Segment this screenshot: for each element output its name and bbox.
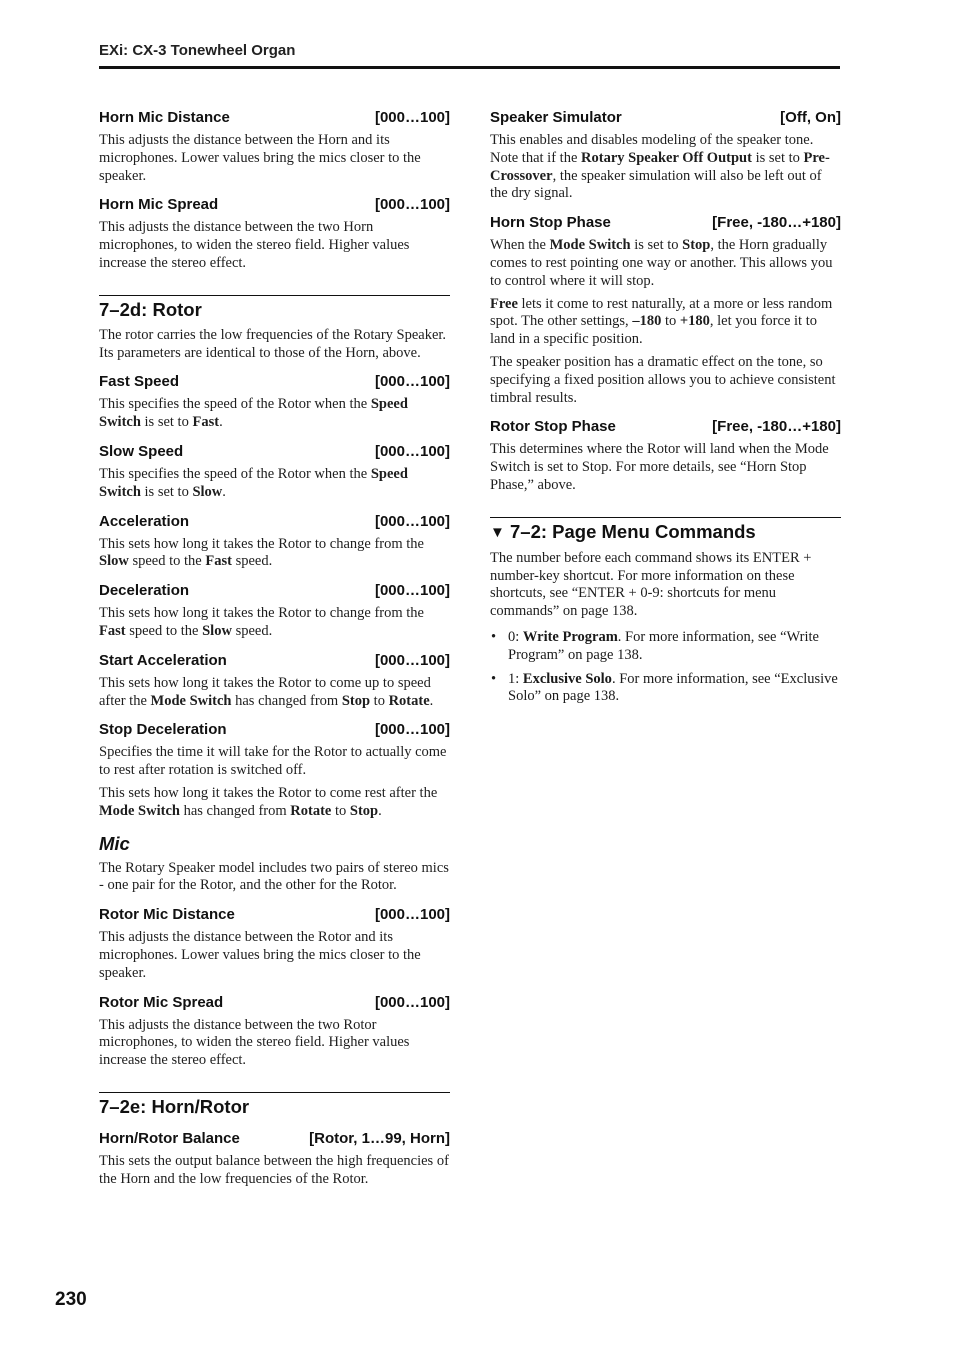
- section-intro: The number before each command shows its ENTER + number-key shortcut. For more information on these shortcuts, see “ENTER + 0-9: shortcuts for menu commands” on page 138.: [490, 549, 812, 620]
- param-description: This specifies the speed of the Rotor when the Speed Switch is set to Slow.: [99, 465, 408, 500]
- param-horn-rotor-balance: [99, 1129, 450, 1148]
- param-range: [000…100]: [374, 651, 450, 669]
- section-intro: The Rotary Speaker model includes two pairs of stereo mics - one pair for the Rotor, and the other for the Rotor.: [99, 859, 449, 894]
- param-name: Horn/Rotor Balance: [99, 1129, 240, 1147]
- param-description: When the Mode Switch is set to Stop, the Horn gradually comes to rest pointing one way or another. This allows you to control where it will stop.: [490, 237, 833, 289]
- section-intro: The rotor carries the low frequencies of the Rotary Speaker. Its parameters are identical to those of the Horn, above.: [99, 326, 447, 361]
- subheading-mic: Mic: [99, 832, 130, 854]
- param-name: Slow Speed: [99, 442, 184, 460]
- param-rotor-mic-spread: [99, 993, 450, 1012]
- param-rotor-stop-phase: [490, 417, 841, 436]
- param-start-acceleration: [99, 651, 450, 670]
- param-description: This determines where the Rotor will land when the Mode Switch is set to Stop. For more details, see “Horn Stop Phase,” above.: [490, 441, 829, 493]
- param-name: Fast Speed: [99, 373, 180, 391]
- param-name: Rotor Mic Distance: [99, 906, 235, 924]
- param-range: [000…100]: [374, 993, 450, 1011]
- list-item: • 0: Write Program. For more information, see “Write Program” on page 138.: [491, 628, 819, 663]
- param-range: [000…100]: [374, 721, 450, 739]
- section-heading-horn-rotor: 7–2e: Horn/Rotor: [99, 1092, 450, 1119]
- section-heading-text: 7–2: Page Menu Commands: [510, 520, 756, 542]
- param-range: [Rotor, 1…99, Horn]: [309, 1129, 450, 1147]
- param-range: [000…100]: [374, 196, 450, 214]
- triangle-down-icon: ▼: [490, 523, 505, 541]
- param-description: This adjusts the distance between the two Rotor microphones, to widen the stereo field. Higher values increase the stereo effect.: [99, 1016, 410, 1069]
- param-name: Speaker Simulator: [490, 109, 622, 126]
- param-name: Stop Deceleration: [99, 721, 227, 739]
- param-horn-mic-spread: [99, 195, 450, 214]
- param-description: This specifies the speed of the Rotor when the Speed Switch is set to Fast.: [99, 396, 408, 431]
- param-name: Deceleration: [99, 582, 190, 600]
- header-rule: [99, 66, 840, 69]
- param-description: This enables and disables modeling of the speaker tone. Note that if the Rotary Speaker Off Output is set to Pre-Crossover, the speaker simulation will also be left out of the dry signal.: [490, 132, 830, 202]
- param-horn-stop-phase: [490, 213, 841, 232]
- param-description: This adjusts the distance between the Rotor and its microphones. Lower values bring the mics closer to the speaker.: [99, 929, 421, 981]
- param-name: Horn Mic Spread: [99, 196, 219, 214]
- param-description: This sets the output balance between the high frequencies of the Horn and the low frequencies of the Rotor.: [99, 1152, 449, 1187]
- param-range: [000…100]: [374, 442, 450, 460]
- param-fast-speed: [99, 372, 450, 391]
- page-number: 230: [55, 1289, 87, 1310]
- param-range: [000…100]: [374, 109, 450, 126]
- param-description: This sets how long it takes the Rotor to change from the Slow speed to the Fast speed.: [99, 535, 424, 570]
- param-name: Rotor Mic Spread: [99, 993, 224, 1011]
- param-acceleration: [99, 512, 450, 531]
- param-description: This sets how long it takes the Rotor to come rest after the Mode Switch has changed from Rotate to Stop.: [99, 784, 438, 819]
- param-rotor-mic-distance: [99, 905, 450, 924]
- bullet-icon: •: [491, 628, 497, 645]
- param-name: Acceleration: [99, 512, 190, 530]
- list-item: • 1: Exclusive Solo. For more information, see “Exclusive Solo” on page 138.: [491, 670, 838, 705]
- param-description: The speaker position has a dramatic effect on the tone, so specifying a fixed position allows you to achieve consistent timbral results.: [490, 353, 836, 406]
- running-header: EXi: CX-3 Tonewheel Organ: [99, 42, 296, 59]
- param-name: Horn Mic Distance: [99, 109, 230, 126]
- command-list: [490, 629, 841, 706]
- param-description: This adjusts the distance between the Horn and its microphones. Lower values bring the mics closer to the speaker.: [99, 132, 421, 184]
- param-range: [000…100]: [374, 373, 450, 391]
- param-description: This adjusts the distance between the two Horn microphones, to widen the stereo field. Higher values increase the stereo effect.: [99, 219, 410, 271]
- param-horn-mic-distance: [99, 108, 450, 127]
- param-range: [000…100]: [374, 512, 450, 530]
- param-name: Rotor Stop Phase: [490, 418, 616, 436]
- param-slow-speed: [99, 442, 450, 461]
- param-range: [000…100]: [374, 906, 450, 924]
- bullet-icon: •: [491, 670, 497, 687]
- param-name: Start Acceleration: [99, 651, 227, 669]
- param-description: This sets how long it takes the Rotor to change from the Fast speed to the Slow speed.: [99, 605, 424, 639]
- param-range: [000…100]: [374, 582, 450, 600]
- param-range: [Free, -180…+180]: [712, 214, 841, 232]
- param-name: Horn Stop Phase: [490, 214, 611, 232]
- param-description: This sets how long it takes the Rotor to come up to speed after the Mode Switch has changed from Stop to Rotate.: [99, 674, 434, 709]
- right-column: [490, 108, 841, 712]
- param-range: [Free, -180…+180]: [712, 418, 841, 436]
- param-speaker-simulator: [490, 108, 841, 127]
- param-stop-deceleration: [99, 720, 450, 739]
- left-column: [99, 108, 450, 1189]
- param-description: Free lets it come to rest naturally, at a more or less random spot. The other settings, –180 to +180, let you force it to land in a specific position.: [490, 295, 833, 348]
- section-heading-page-menu: [490, 517, 841, 545]
- param-description: Specifies the time it will take for the Rotor to actually come to rest after rotation is switched off.: [99, 744, 447, 779]
- param-deceleration: [99, 581, 450, 600]
- section-heading-rotor: 7–2d: Rotor: [99, 295, 450, 322]
- param-range: [Off, On]: [780, 109, 841, 126]
